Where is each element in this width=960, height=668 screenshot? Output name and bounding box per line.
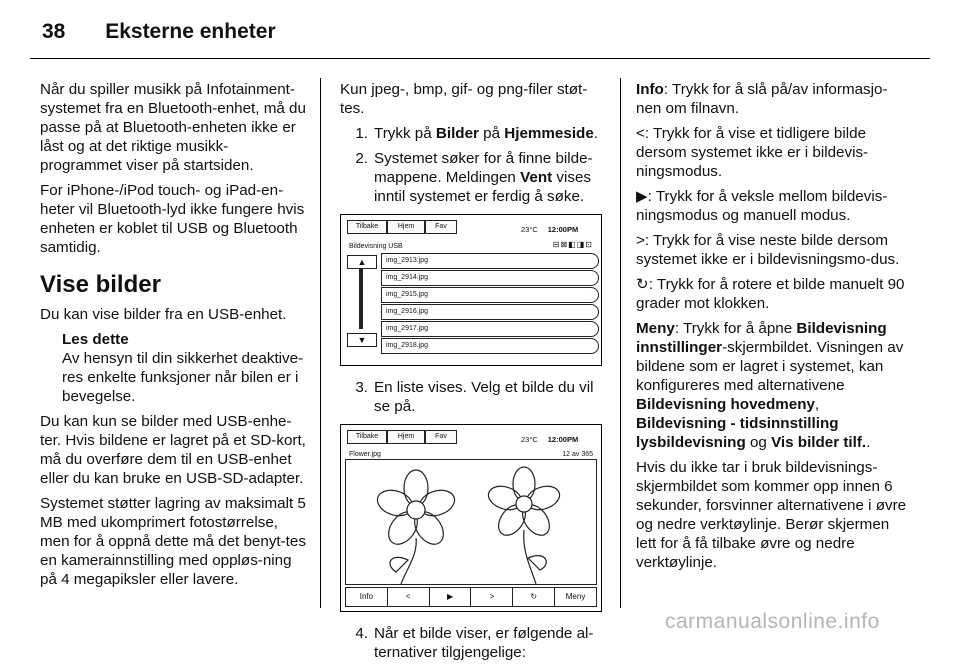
status-info: 23°C 12:00PM xyxy=(521,225,579,234)
paragraph: Hvis du ikke tar i bruk bildevisnings-skjermbildet som kommer opp innen 6 sekunder, forsvinner alternativene i øvre og nedre verktøylinje. Berør skjermen lett for å få tilbake øvre og nedre verktøylinje. xyxy=(636,459,907,571)
list-item[interactable]: img_2917.jpg xyxy=(381,321,599,337)
paragraph: Info: Trykk for å slå på/av informasjo-nen om filnavn. xyxy=(636,81,888,117)
page-number: 38 xyxy=(42,20,66,43)
column-3 xyxy=(636,80,908,578)
next-button[interactable]: > xyxy=(471,588,513,606)
column-1 xyxy=(40,80,308,595)
column-divider xyxy=(320,78,321,608)
list-item: 3. En liste vises. Velg et bilde du vil se på. xyxy=(355,379,594,415)
scroll-down-button[interactable]: ▼ xyxy=(347,333,377,347)
page-title: Eksterne enheter xyxy=(105,20,276,43)
watermark: carmanualsonline.info xyxy=(665,610,880,633)
column-divider xyxy=(620,78,621,608)
fav-button[interactable]: Fav xyxy=(425,220,457,234)
previous-button[interactable]: < xyxy=(388,588,430,606)
info-button[interactable]: Info xyxy=(346,588,388,606)
flower-image xyxy=(346,460,596,584)
home-button[interactable]: Hjem xyxy=(387,430,425,444)
paragraph: Du kan kun se bilder med USB-enhe-ter. Hvis bildene er lagret på et SD-kort, må du overføre dem til en USB-enhet eller du kan bruke en USB-SD-adapter. xyxy=(40,413,306,487)
home-button[interactable]: Hjem xyxy=(387,220,425,234)
fav-button[interactable]: Fav xyxy=(425,430,457,444)
menu-button[interactable]: Meny xyxy=(565,592,586,601)
page-header xyxy=(42,20,276,44)
paragraph: Kun jpeg-, bmp, gif- og png-filer støt-tes. xyxy=(340,81,588,117)
status-info: 23°C 12:00PM xyxy=(521,435,579,444)
scrollbar-track[interactable] xyxy=(359,269,363,329)
paragraph: Meny: Trykk for å åpne Bildevisning innstillinger-skjermbildet. Visningen av bildene som er lagret i systemet, kan konfigureres med alternativene Bildevisning hovedmeny, Bildevisning - tidsinnstilling lysbildevisning og Vis bilder tilf.. xyxy=(636,320,904,451)
image-counter: 12 av 365 xyxy=(562,451,593,458)
screenshot-file-list xyxy=(340,214,602,366)
list-item: 4. Når et bilde viser, er følgende al-ternativer tilgjengelige: xyxy=(355,625,594,661)
back-button[interactable]: Tilbake xyxy=(347,430,387,444)
list-item[interactable]: img_2918.jpg xyxy=(381,338,599,354)
note-box xyxy=(62,330,308,406)
list-item: 1. Trykk på Bilder på Hjemmeside. xyxy=(355,125,598,142)
list-item: 2. Systemet søker for å finne bilde-mappene. Meldingen Vent vises inntil systemet er ferdig å søke. xyxy=(355,150,593,205)
play-button[interactable]: ▶ xyxy=(430,588,472,606)
paragraph: ↻: Trykk for å rotere et bilde manuelt 90 grader mot klokken. xyxy=(636,276,905,312)
paragraph: Når du spiller musikk på Infotainment-systemet fra en Bluetooth-enhet, må du passe på at Bluetooth-enheten ikke er låst og at det riktige musikk-programmet viser på startsiden. xyxy=(40,81,306,174)
scroll-up-button[interactable]: ▲ xyxy=(347,255,377,269)
header-rule xyxy=(30,58,930,59)
paragraph: >: Trykk for å vise neste bilde dersom systemet ikke er i bildevisningsmo-dus. xyxy=(636,232,900,268)
image-display[interactable] xyxy=(345,459,597,585)
note-text: Av hensyn til din sikkerhet deaktive-res enkelte funksjoner når bilen er i bevegelse. xyxy=(62,350,304,405)
list-item[interactable]: img_2915.jpg xyxy=(381,287,599,303)
column-2 xyxy=(340,80,606,668)
paragraph: For iPhone-/iPod touch- og iPad-en-heter vil Bluetooth-lyd ikke fungere hvis enheten er koblet til USB og Bluetooth samtidig. xyxy=(40,182,305,256)
bottom-toolbar xyxy=(345,587,597,607)
paragraph: Systemet støtter lagring av maksimalt 5 MB med ukomprimert fotostørrelse, men for å oppnå dette må det benyt-tes en kamerainnstilling med oppløs-ning på 4 megapiksler eller lavere. xyxy=(40,495,306,588)
screen-subtitle: Bildevisning USB xyxy=(349,243,403,250)
file-name: Flower.jpg xyxy=(349,451,381,458)
paragraph: Du kan vise bilder fra en USB-enhet. xyxy=(40,306,287,323)
note-title: Les dette xyxy=(62,331,129,348)
section-heading: Vise bilder xyxy=(40,271,161,298)
back-button[interactable]: Tilbake xyxy=(347,220,387,234)
list-item[interactable]: img_2913.jpg xyxy=(381,253,599,269)
paragraph: ▶: Trykk for å veksle mellom bildevis-ningsmodus og manuell modus. xyxy=(636,188,888,224)
list-item[interactable]: img_2914.jpg xyxy=(381,270,599,286)
device-icons: ⊟⊠◧◨⊡ xyxy=(552,240,593,249)
paragraph: <: Trykk for å vise et tidligere bilde dersom systemet ikke er i bildevis-ningsmodus. xyxy=(636,125,869,180)
list-item[interactable]: img_2916.jpg xyxy=(381,304,599,320)
screenshot-image-view xyxy=(340,424,602,612)
rotate-button[interactable]: ↻ xyxy=(513,588,555,606)
